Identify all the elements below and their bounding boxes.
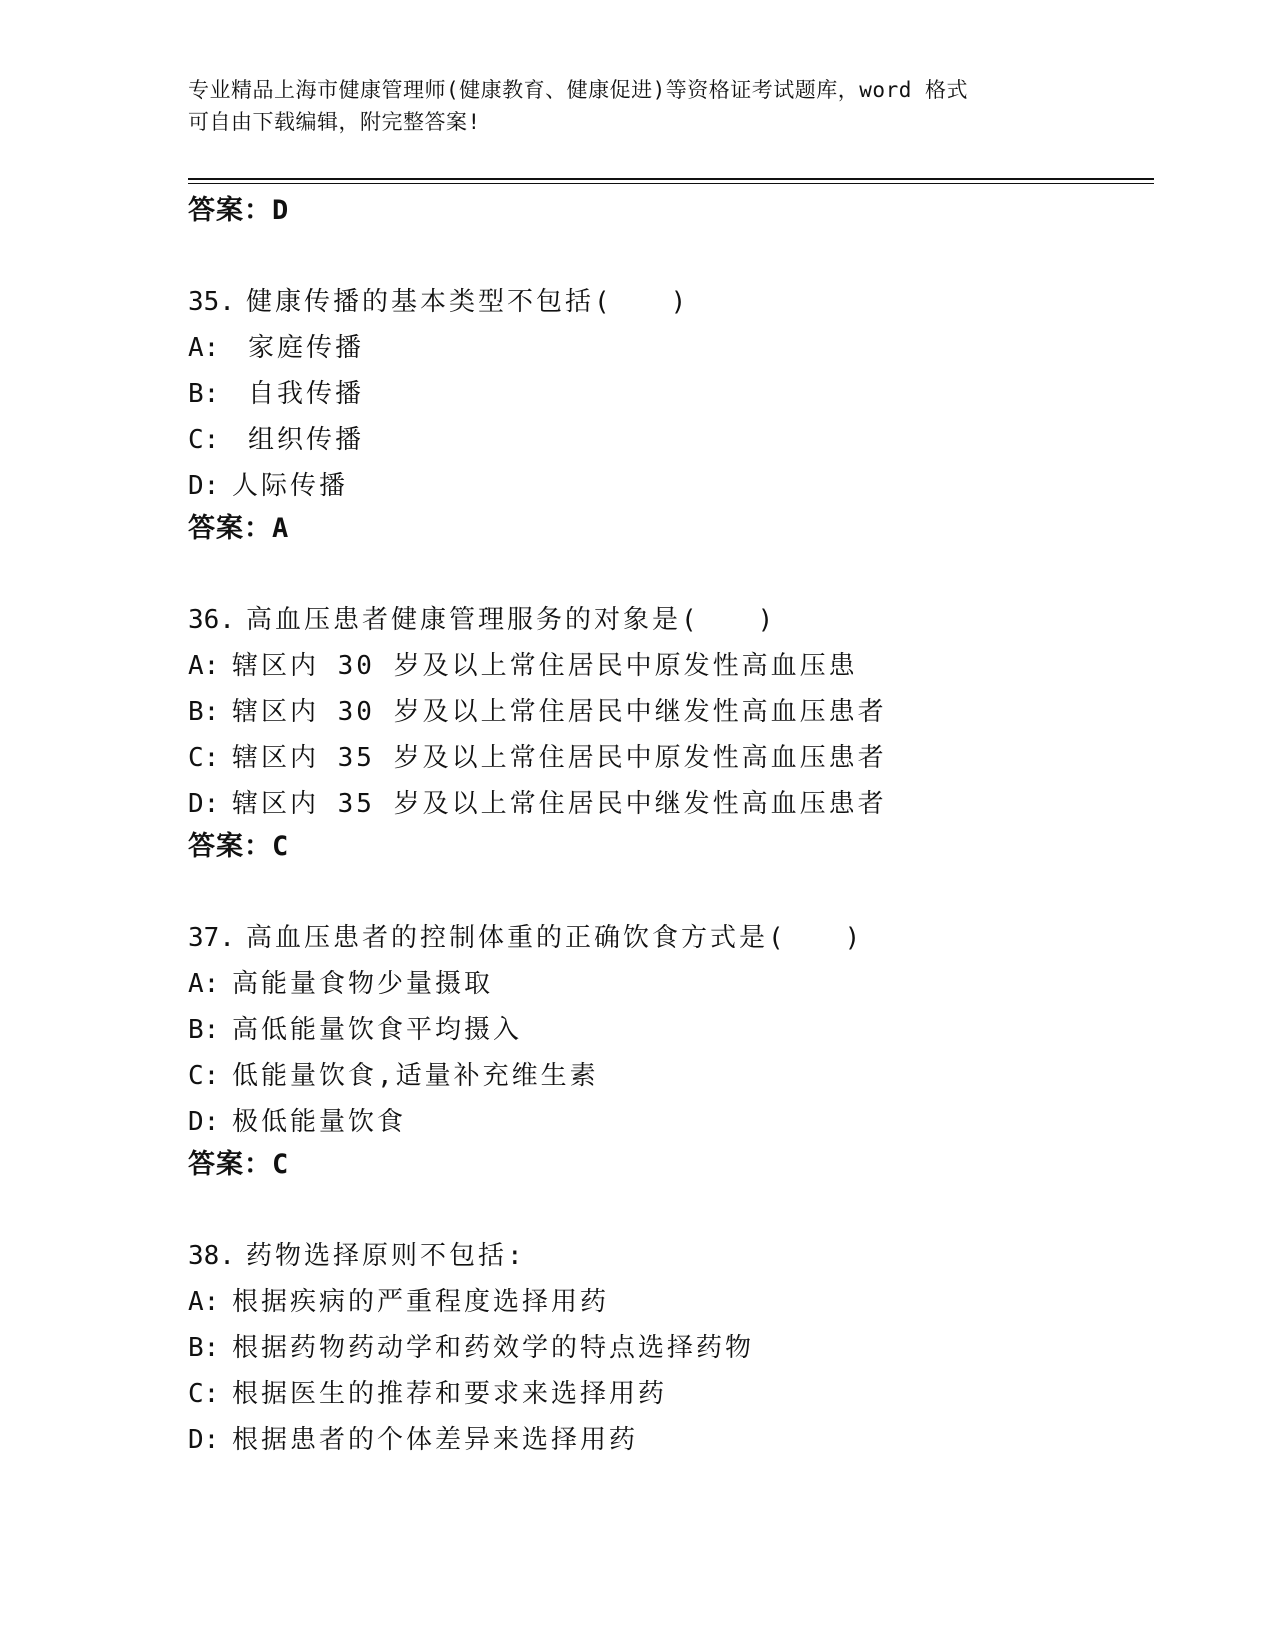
spacer [188, 1185, 1154, 1233]
header-divider-thin [188, 183, 1154, 184]
option-text: 高能量食物少量摄取 [232, 969, 494, 999]
option-text: 低能量饮食,适量补充维生素 [232, 1061, 599, 1091]
option-text: 家庭传播 [248, 333, 365, 363]
spacer [188, 231, 1154, 279]
option-a [188, 325, 1154, 371]
question-number: 36. [188, 605, 235, 635]
question-text: 高血压患者的控制体重的正确饮食方式是( ) [246, 923, 864, 953]
option-d [188, 1417, 1154, 1463]
option-letter: B: [188, 697, 220, 727]
question-text: 药物选择原则不包括: [246, 1241, 526, 1271]
option-letter: D: [188, 471, 220, 501]
option-d [188, 781, 1154, 827]
option-text: 极低能量饮食 [232, 1107, 407, 1137]
header-line-2: 可自由下载编辑，附完整答案! [188, 110, 481, 134]
option-letter: B: [188, 379, 220, 409]
option-text: 辖区内 35 岁及以上常住居民中原发性高血压患者 [232, 743, 887, 773]
header-line-1: 专业精品上海市健康管理师(健康教育、健康促进)等资格证考试题库，word 格式 [188, 78, 968, 102]
option-c [188, 735, 1154, 781]
option-text: 自我传播 [248, 379, 365, 409]
option-letter: A: [188, 333, 220, 363]
option-d [188, 463, 1154, 509]
option-text: 根据疾病的严重程度选择用药 [232, 1287, 610, 1317]
header-divider-thick [188, 178, 1154, 180]
question-title [188, 915, 1154, 961]
question-block [188, 597, 1154, 867]
option-letter: C: [188, 743, 220, 773]
option-letter: C: [188, 425, 220, 455]
option-letter: D: [188, 789, 220, 819]
answer-line: 答案：C [188, 1149, 290, 1180]
question-block [188, 1233, 1154, 1463]
answer-line: 答案：D [188, 195, 290, 226]
option-a [188, 961, 1154, 1007]
answer-line: 答案：A [188, 513, 290, 544]
question-text: 高血压患者健康管理服务的对象是( ) [246, 605, 777, 635]
option-letter: B: [188, 1015, 220, 1045]
option-letter: A: [188, 969, 220, 999]
option-letter: C: [188, 1379, 220, 1409]
question-number: 38. [188, 1241, 235, 1271]
option-c [188, 1371, 1154, 1417]
option-c [188, 417, 1154, 463]
spacer [188, 549, 1154, 597]
answer-line: 答案：C [188, 831, 290, 862]
option-letter: D: [188, 1425, 220, 1455]
question-title [188, 1233, 1154, 1279]
spacer [188, 867, 1154, 915]
question-text: 健康传播的基本类型不包括( ) [246, 287, 690, 317]
option-a [188, 643, 1154, 689]
option-letter: B: [188, 1333, 220, 1363]
question-number: 37. [188, 923, 235, 953]
option-b [188, 371, 1154, 417]
option-text: 人际传播 [232, 471, 349, 501]
option-text: 辖区内 30 岁及以上常住居民中原发性高血压患 [232, 651, 858, 681]
option-c [188, 1053, 1154, 1099]
option-text: 辖区内 35 岁及以上常住居民中继发性高血压患者 [232, 789, 887, 819]
option-letter: A: [188, 651, 220, 681]
document-body [188, 191, 1154, 1463]
document-header [188, 74, 1088, 138]
option-b [188, 1007, 1154, 1053]
option-text: 根据药物药动学和药效学的特点选择药物 [232, 1333, 755, 1363]
question-number: 35. [188, 287, 235, 317]
option-b [188, 689, 1154, 735]
option-text: 根据患者的个体差异来选择用药 [232, 1425, 639, 1455]
option-letter: C: [188, 1061, 220, 1091]
option-text: 辖区内 30 岁及以上常住居民中继发性高血压患者 [232, 697, 887, 727]
option-letter: D: [188, 1107, 220, 1137]
option-text: 根据医生的推荐和要求来选择用药 [232, 1379, 668, 1409]
option-a [188, 1279, 1154, 1325]
option-d [188, 1099, 1154, 1145]
option-b [188, 1325, 1154, 1371]
option-text: 组织传播 [248, 425, 365, 455]
option-letter: A: [188, 1287, 220, 1317]
question-title [188, 597, 1154, 643]
option-text: 高低能量饮食平均摄入 [232, 1015, 523, 1045]
question-title [188, 279, 1154, 325]
question-block [188, 279, 1154, 549]
question-block [188, 915, 1154, 1185]
